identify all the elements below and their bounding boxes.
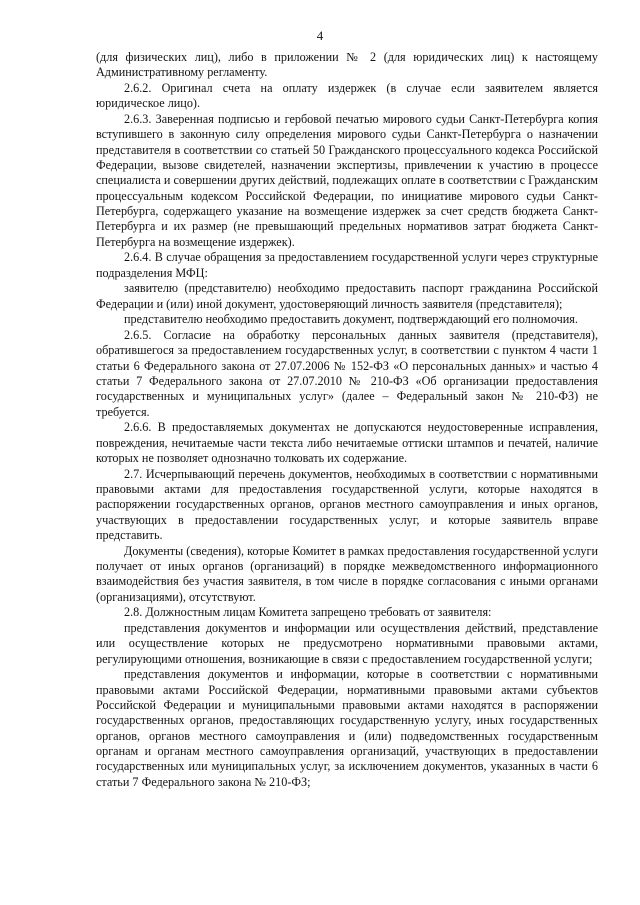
paragraph-2-8: 2.8. Должностным лицам Комитета запрещено требовать от заявителя: — [124, 605, 492, 620]
paragraph-2-6-3: 2.6.3. Заверенная подписью и гербовой печатью мирового судьи Санкт-Петербурга копия вступившего в законную силу определения мирового судьи Санкт-Петербурга о назначении представителя в соответствии со статьей 50 Гражданского процессуального кодекса Российской Федерации, вызове свидетелей, назначении экспертизы, привлечении к участию в процессе специалиста и совершении других действий, подлежащих оплате в соответствии с Гражданским процессуальным кодексом Российской Федерации, по инициативе мирового судьи Санкт-Петербурга, содержащего указание на возмещение издержек за счет средств бюджета Санкт-Петербурга и их размер (не превышающий предельных нормативов затрат бюджета Санкт-Петербурга на возмещение издержек). — [96, 111, 598, 249]
paragraph-2-6-4-representative: представителю необходимо предоставить документ, подтверждающий его полномочия. — [124, 312, 578, 327]
paragraph-2-8-item-2: представления документов и информации, которые в соответствии с нормативными правовыми актами Российской Федерации, нормативными правовыми актами субъектов Российской Федерации и муниципальными правовыми актами находятся в распоряжении государственных органов, предоставляющих государственную услугу, иных государственных органов, органов местного самоуправления и (или) подведомственных государственным органам и органам местного самоуправления организаций, участвующих в предоставлении государственных или муниципальных услуг, за исключением документов, указанных в части 6 статьи 7 Федерального закона № 210-ФЗ; — [96, 667, 598, 789]
paragraph-2-7: 2.7. Исчерпывающий перечень документов, необходимых в соответствии с нормативными правовыми актами для предоставления государственной услуги, которые находятся в распоряжении государственных органов, органов местного самоуправления и иных органов, участвующих в предоставлении государственных услуг, и которые заявитель вправе представить. — [96, 466, 598, 543]
paragraph-2-6-6: 2.6.6. В предоставляемых документах не допускаются неудостоверенные исправления, повреждения, нечитаемые части текста либо нечитаемые оттиски штампов и печатей, наличие которых не позволяет однозначно толковать их содержание. — [96, 420, 598, 466]
paragraph-2-6-4-applicant: заявителю (представителю) необходимо предоставить паспорт гражданина Российской Федерации и (или) иной документ, удостоверяющий личность заявителя (представителя); — [96, 281, 598, 311]
paragraph-2-8-item-1: представления документов и информации или осуществления действий, представление или осуществление которых не предусмотрено нормативными правовыми актами, регулирующими отношения, возникающие в связи с предоставлением государственной услуги; — [96, 620, 598, 666]
paragraph-continuation: (для физических лиц), либо в приложении № 2 (для юридических лиц) к настоящему Административному регламенту. — [96, 50, 598, 80]
paragraph-2-7-documents: Документы (сведения), которые Комитет в рамках предоставления государственной услуги получает от иных органов (организаций) в порядке межведомственного информационного взаимодействия без участия заявителя, в том числе в порядке согласования с иными органами (организациями), отсутствуют. — [96, 543, 599, 604]
paragraph-2-6-2: 2.6.2. Оригинал счета на оплату издержек (в случае если заявителем является юридическое лицо). — [96, 80, 598, 111]
paragraph-2-6-5: 2.6.5. Согласие на обработку персональных данных заявителя (представителя), обратившегося за предоставлением государственных услуг, в соответствии с пунктом 4 части 1 статьи 6 Федерального закона от 27.07.2006 № 152-ФЗ «О персональных данных» и частью 4 статьи 7 Федерального закона от 27.07.2010 № 210-ФЗ «Об организации предоставления государственных и муниципальных услуг» (далее – Федеральный закон № 210-ФЗ) не требуется. — [96, 327, 598, 419]
page-number: 4 — [316, 28, 324, 43]
document-body — [96, 50, 598, 790]
paragraph-2-6-4: 2.6.4. В случае обращения за предоставлением государственной услуги через структурные подразделения МФЦ: — [96, 250, 598, 280]
